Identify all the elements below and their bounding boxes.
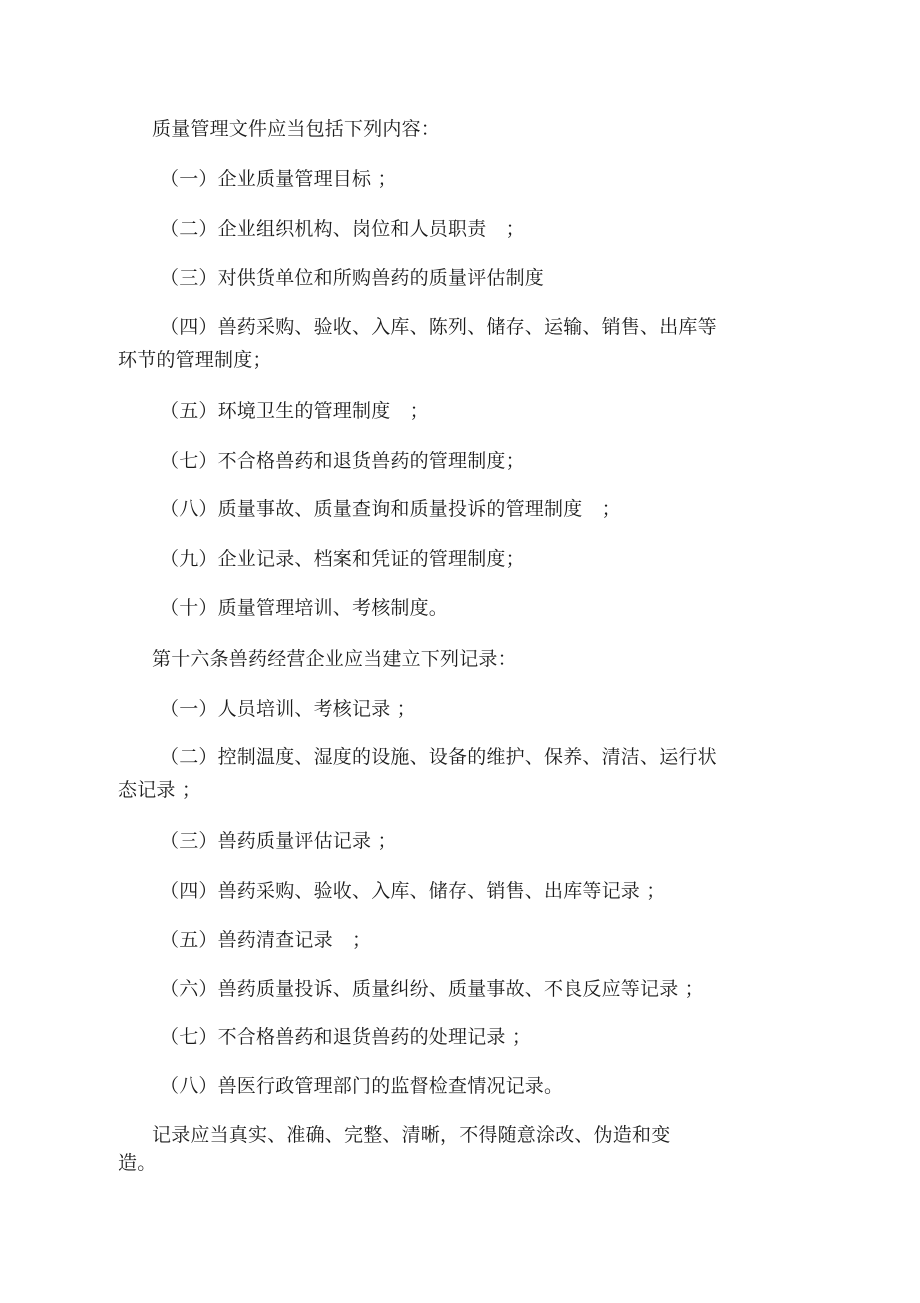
list-item: （十）质量管理培训、考核制度。 xyxy=(160,597,449,619)
section2-intro: 第十六条兽药经营企业应当建立下列记录： xyxy=(152,648,517,670)
list-item: （七）不合格兽药和退货兽药的管理制度； xyxy=(160,450,525,472)
list-item: （三）兽药质量评估记录 ； xyxy=(160,830,397,852)
list-item: （八）质量事故、质量查询和质量投诉的管理制度 ； xyxy=(160,498,621,520)
list-item-continuation: 态记录 ； xyxy=(118,779,202,801)
list-item: （四）兽药采购、验收、入库、储存、销售、出库等记录 ； xyxy=(160,880,666,902)
closing-paragraph-line2: 造。 xyxy=(118,1152,157,1174)
list-item: （七）不合格兽药和退货兽药的处理记录 ； xyxy=(160,1026,532,1048)
list-item: （六）兽药质量投诉、质量纠纷、质量事故、不良反应等记录 ； xyxy=(160,978,704,1000)
section1-intro: 质量管理文件应当包括下列内容： xyxy=(152,118,441,140)
list-item: （二）企业组织机构、岗位和人员职责 ； xyxy=(160,218,525,240)
list-item: （一）企业质量管理目标 ； xyxy=(160,168,397,190)
list-item: （九）企业记录、档案和凭证的管理制度； xyxy=(160,548,525,570)
list-item: （二）控制温度、湿度的设施、设备的维护、保养、清洁、运行状 xyxy=(160,746,717,768)
list-item: （五）兽药清查记录 ； xyxy=(160,929,372,951)
list-item: （八）兽医行政管理部门的监督检查情况记录。 xyxy=(160,1075,564,1097)
list-item: （四）兽药采购、验收、入库、陈列、储存、运输、销售、出库等 xyxy=(160,316,717,338)
list-item: （五）环境卫生的管理制度 ； xyxy=(160,400,429,422)
closing-paragraph-line1: 记录应当真实、准确、完整、清晰，不得随意涂改、伪造和变 xyxy=(152,1124,671,1146)
list-item: （一）人员培训、考核记录 ； xyxy=(160,698,416,720)
list-item-continuation: 环节的管理制度； xyxy=(118,349,272,371)
list-item: （三）对供货单位和所购兽药的质量评估制度 xyxy=(160,267,545,289)
